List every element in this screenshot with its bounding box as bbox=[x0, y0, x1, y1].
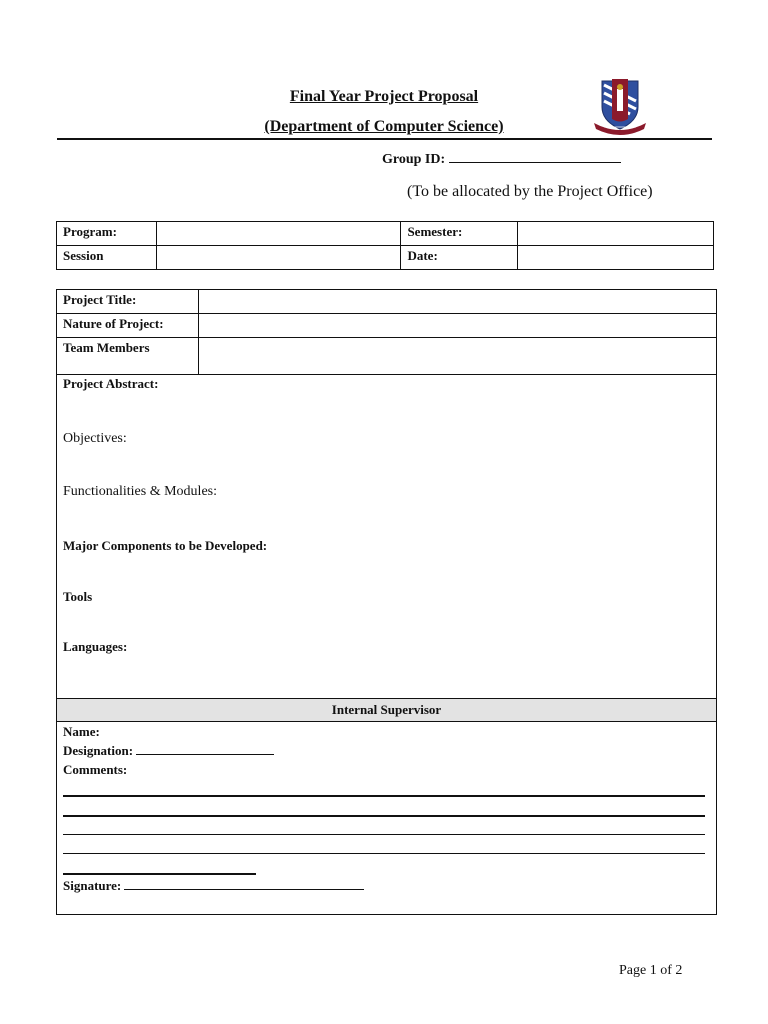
date-value-cell[interactable] bbox=[518, 246, 714, 270]
objectives-label: Objectives: bbox=[63, 431, 127, 446]
department-subtitle: (Department of Computer Science) bbox=[264, 118, 504, 135]
designation-field bbox=[63, 743, 274, 759]
header-rule bbox=[57, 138, 712, 140]
team-members-cell[interactable] bbox=[198, 338, 716, 375]
table-row bbox=[57, 222, 714, 246]
nature-of-project-cell[interactable] bbox=[198, 314, 716, 338]
signature-blank[interactable] bbox=[124, 878, 364, 890]
languages-label: Languages: bbox=[63, 639, 128, 654]
signature-label: Signature: bbox=[63, 878, 122, 893]
semester-label: Semester: bbox=[401, 222, 518, 246]
university-crest-logo bbox=[590, 75, 650, 135]
document-title: Final Year Project Proposal bbox=[289, 88, 479, 105]
page-number: Page 1 of 2 bbox=[619, 963, 683, 978]
nature-of-project-label: Nature of Project: bbox=[57, 314, 199, 338]
group-id-label: Group ID: bbox=[382, 152, 446, 167]
table-row bbox=[57, 314, 717, 338]
project-title-cell[interactable] bbox=[198, 290, 716, 314]
program-value-cell[interactable] bbox=[156, 222, 401, 246]
session-label: Session bbox=[57, 246, 157, 270]
program-label: Program: bbox=[57, 222, 157, 246]
team-members-label: Team Members bbox=[57, 338, 199, 375]
group-id-field bbox=[382, 150, 621, 168]
date-label: Date: bbox=[401, 246, 518, 270]
table-row bbox=[57, 338, 717, 375]
project-title-label: Project Title: bbox=[57, 290, 199, 314]
major-components-label: Major Components to be Developed: bbox=[63, 538, 268, 553]
project-abstract-label: Project Abstract: bbox=[63, 376, 159, 391]
comments-label: Comments: bbox=[63, 762, 128, 777]
designation-blank[interactable] bbox=[136, 743, 274, 755]
program-info-table bbox=[56, 221, 714, 270]
signature-field bbox=[63, 878, 364, 894]
internal-supervisor-header: Internal Supervisor bbox=[57, 698, 716, 722]
comment-line[interactable] bbox=[63, 873, 256, 875]
comment-line[interactable] bbox=[63, 815, 705, 817]
semester-value-cell[interactable] bbox=[518, 222, 714, 246]
comment-line[interactable] bbox=[63, 834, 705, 835]
tools-label bbox=[63, 589, 92, 605]
comment-line[interactable] bbox=[63, 853, 705, 854]
group-id-blank[interactable] bbox=[449, 150, 621, 163]
tools-label-text: Tools bbox=[63, 589, 93, 604]
table-row bbox=[57, 246, 714, 270]
designation-label: Designation: bbox=[63, 743, 134, 758]
allocation-note: (To be allocated by the Project Office) bbox=[407, 183, 653, 200]
project-info-table bbox=[56, 289, 717, 375]
comment-line[interactable] bbox=[63, 795, 705, 797]
table-row bbox=[57, 290, 717, 314]
functionalities-label: Functionalities & Modules: bbox=[63, 484, 217, 499]
supervisor-name-label: Name: bbox=[63, 724, 100, 739]
session-value-cell[interactable] bbox=[156, 246, 401, 270]
